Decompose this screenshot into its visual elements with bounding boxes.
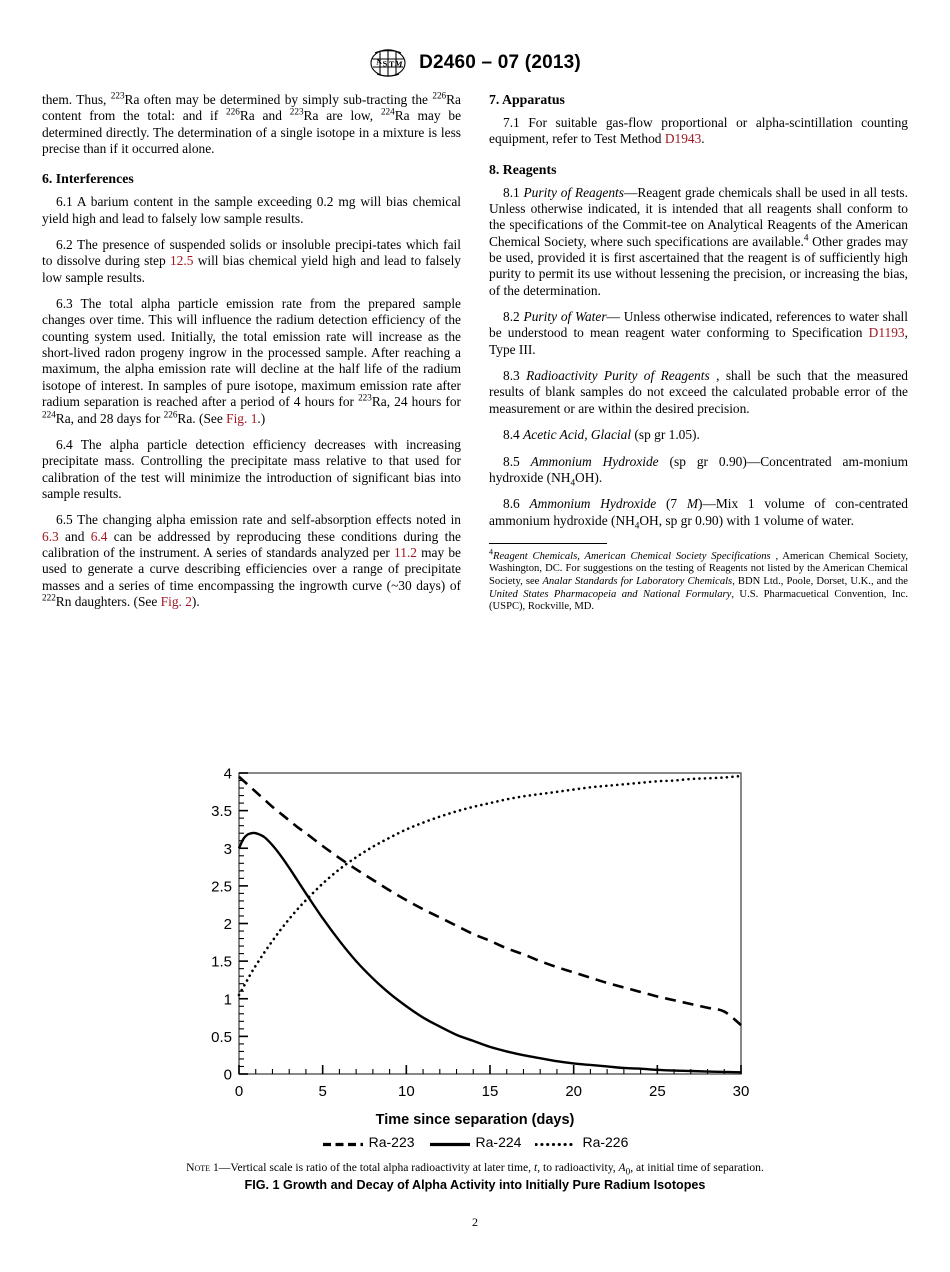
superscript: 224 <box>380 106 395 117</box>
term-italic: Radioactivity Purity of Reagents <box>526 368 717 384</box>
text-segment: Ra content from the total: and if <box>42 92 461 124</box>
footnote-title-italic: United States Pharmacopeia and National Formulary <box>489 588 732 600</box>
term-italic: Purity of Reagents <box>523 184 624 200</box>
right-column <box>489 92 908 614</box>
text-segment: Ra may be determined directly. The determination of a single isotope in a mixture is less precise than if it occurred alone. <box>42 108 462 157</box>
text-segment: Ra and <box>239 108 290 124</box>
paragraph-8-1 <box>489 185 908 299</box>
text-segment: (7 <box>656 496 687 512</box>
term-italic: Ammonium Hydroxide <box>529 496 657 512</box>
chart-legend <box>0 1134 950 1150</box>
figure-1 <box>0 762 950 1192</box>
footnote-title-italic: Analar Standards for Laboratory Chemicals <box>542 576 733 588</box>
paragraph-7-1 <box>489 115 908 148</box>
superscript: 222 <box>42 592 56 603</box>
text-segment: may be used to generate a curve describing efficiencies over a range of precipitate masses and a series of time encompassing the ingrowth curve (~30 days) of <box>42 544 461 593</box>
cross-reference-6-4[interactable]: 6.4 <box>90 528 108 544</box>
text-segment: , American Chemical Society, Washington, DC. For suggestions on the testing of Reagents not listed by the American Chemical Society, see <box>489 550 908 588</box>
text-segment: 8.2 <box>503 309 524 325</box>
svg-text:10: 10 <box>397 1083 415 1100</box>
section-heading-7: 7. Apparatus <box>489 92 565 107</box>
svg-text:20: 20 <box>565 1083 583 1100</box>
text-segment: will bias chemical yield high and lead to falsely low sample results. <box>42 253 461 285</box>
svg-text:15: 15 <box>481 1083 499 1100</box>
legend-entry-ra223 <box>322 1134 415 1150</box>
svg-text:30: 30 <box>732 1083 750 1100</box>
text-segment: .) <box>257 410 266 426</box>
text-segment: Ra, 24 hours for <box>371 394 462 410</box>
svg-text:1.5: 1.5 <box>211 953 232 971</box>
subscript: 4 <box>634 520 640 531</box>
text-segment: —Reagent grade chemicals shall be used in all tests. Unless otherwise indicated, it is intended that all reagents shall conform to the specifications of the Commit-tee on Analytical Reagents of the American Chemical Society, where such specifications are available. <box>489 184 908 249</box>
page-header <box>0 48 950 78</box>
svg-text:4: 4 <box>223 765 232 783</box>
text-segment: 6.5 The changing alpha emission rate and self-absorption effects noted in <box>56 512 461 528</box>
legend-label: Ra-223 <box>368 1134 415 1150</box>
text-segment: them. Thus, <box>42 92 111 107</box>
section-heading-8: 8. Reagents <box>489 161 557 177</box>
cross-reference-11-2[interactable]: 11.2 <box>394 544 417 560</box>
text-segment: Ra. (See <box>177 410 227 426</box>
text-segment: 7.1 For suitable gas-flow proportional or alpha-scintillation counting equipment, refer to Test Method <box>489 115 908 147</box>
text-segment: and <box>58 528 91 544</box>
text-segment: ). <box>191 593 200 609</box>
svg-text:0: 0 <box>234 1083 244 1100</box>
svg-text:3.5: 3.5 <box>211 803 232 821</box>
text-segment: — Unless otherwise indicated, references to water shall be understood to mean reagent water conforming to Specification <box>489 309 908 341</box>
text-segment: (sp gr 0.90)—Concentrated am-monium hydroxide (NH <box>489 453 908 485</box>
x-axis-title: Time since separation (days) <box>375 1112 575 1128</box>
svg-text:S: S <box>382 59 388 69</box>
document-designation: D2460 – 07 (2013) <box>419 52 581 73</box>
section-heading-6: 6. Interferences <box>42 171 134 187</box>
term-italic: M <box>686 496 699 512</box>
text-segment: 8.4 <box>503 427 524 443</box>
subscript: 4 <box>570 477 576 488</box>
svg-text:3: 3 <box>223 840 232 858</box>
paragraph-8-6 <box>489 496 908 529</box>
footnote-number: 4 <box>489 547 493 557</box>
footnote-divider <box>489 543 607 544</box>
svg-text:2: 2 <box>223 916 232 933</box>
term-italic: Acetic Acid, Glacial <box>523 427 632 443</box>
text-segment: 1—Vertical scale is ratio of the total alpha radioactivity at later time, <box>210 1161 534 1174</box>
text-segment: 8.3 <box>503 368 527 384</box>
paragraph-8-2 <box>489 309 908 358</box>
superscript: 224 <box>42 409 56 420</box>
body-columns <box>42 92 908 614</box>
text-segment: . <box>701 131 705 147</box>
cross-reference-d1943[interactable]: D1943 <box>664 131 702 147</box>
chart-container <box>195 762 755 1112</box>
text-segment: , shall be such that the measured results of blank samples do not exceed the calculated probable error of the measurement or are within the desired precision. <box>489 368 908 416</box>
legend-entry-ra226 <box>535 1134 628 1150</box>
legend-swatch-solid <box>429 1137 471 1148</box>
svg-text:T: T <box>389 59 395 69</box>
cross-reference-fig-2[interactable]: Fig. 2 <box>160 593 192 609</box>
svg-text:0.5: 0.5 <box>211 1028 232 1046</box>
text-segment: )—Mix 1 volume of con-centrated ammonium hydroxide (NH <box>489 496 908 528</box>
text-segment: (sp gr 1.05). <box>631 427 700 443</box>
text-segment: Ra are low, <box>303 108 381 124</box>
text-segment: Rn daughters. (See <box>55 593 161 609</box>
figure-note <box>0 1161 950 1175</box>
text-segment: OH, sp gr 0.90) with 1 volume of water. <box>639 512 854 528</box>
cross-reference-fig-1[interactable]: Fig. 1 <box>226 410 258 426</box>
term-italic: Purity of Water <box>523 309 607 325</box>
cross-reference-6-3[interactable]: 6.3 <box>42 528 59 544</box>
svg-text:1: 1 <box>223 991 232 1009</box>
text-segment: Ra often may be determined by simply sub-tracting the <box>124 92 433 107</box>
text-segment: 8.5 <box>503 453 531 469</box>
paragraph-6-3 <box>42 296 461 427</box>
footnote-4 <box>489 547 909 614</box>
text-segment: , to radioactivity, <box>537 1161 619 1174</box>
text-segment: 6.3 The total alpha particle emission rate from the prepared sample changes over time. This will influence the radium detection efficiency of the counting system used. Initially, the total emission rate will increase as the short-lived radon progeny ingrow in the processed sample. After reaching a maximum, the alpha emission rate will decline at the half life of the radium isotope of interest. In samples of pure isotope, maximum emission rate after radium separation is reached after a period of 4 hours for <box>42 296 461 410</box>
footnote-title-italic: Reagent Chemicals, American Chemical Society Specifications <box>493 550 771 562</box>
legend-swatch-dashed <box>322 1137 364 1148</box>
note-label: Note <box>186 1161 211 1174</box>
svg-text:A: A <box>374 56 383 67</box>
text-segment: 6.2 The presence of suspended solids or insoluble precipi-tates which fail to dissolve during step <box>42 237 461 269</box>
subscript: 0 <box>625 1166 631 1177</box>
series-line-ra-226 <box>239 776 741 995</box>
paragraph-6-1: 6.1 A barium content in the sample exceeding 0.2 mg will bias chemical yield high and lead to falsely low sample results. <box>42 194 461 226</box>
page-number: 2 <box>472 1215 478 1229</box>
legend-label: Ra-226 <box>582 1134 629 1150</box>
series-line-ra-224 <box>239 833 741 1072</box>
paragraph-8-3 <box>489 368 908 417</box>
paragraph-8-4 <box>489 427 908 443</box>
growth-decay-chart <box>195 762 755 1112</box>
text-segment: , BDN Ltd., Poole, Dorset, U.K., and the <box>732 576 909 588</box>
text-segment: , at initial time of separation. <box>630 1161 764 1174</box>
astm-logo-icon <box>369 48 407 78</box>
legend-swatch-dotted <box>535 1137 577 1148</box>
cross-reference-12-5[interactable]: 12.5 <box>169 253 194 269</box>
text-segment: OH). <box>575 469 603 485</box>
superscript: 223 <box>358 392 372 403</box>
paragraph-8-5 <box>489 454 908 487</box>
svg-text:5: 5 <box>318 1083 327 1100</box>
text-segment: 8.1 <box>503 184 524 200</box>
svg-text:2.5: 2.5 <box>211 878 232 896</box>
superscript: 226 <box>432 90 447 101</box>
superscript: 223 <box>289 106 304 117</box>
svg-text:M: M <box>394 58 404 69</box>
superscript: 226 <box>226 106 240 117</box>
figure-caption: FIG. 1 Growth and Decay of Alpha Activity into Initially Pure Radium Isotopes <box>244 1178 706 1192</box>
legend-entry-ra224 <box>429 1134 522 1150</box>
cross-reference-d1193[interactable]: D1193 <box>868 325 905 341</box>
paragraph-6-2 <box>42 237 461 286</box>
symbol-t: t <box>533 1161 538 1174</box>
left-column <box>42 92 461 614</box>
paragraph-continued <box>42 92 461 157</box>
text-segment: 8.6 <box>503 496 530 512</box>
superscript: 226 <box>163 409 178 420</box>
legend-label: Ra-224 <box>475 1134 522 1150</box>
svg-text:0: 0 <box>223 1066 232 1084</box>
superscript: 223 <box>110 90 125 101</box>
text-segment: can be addressed by reproducing these conditions during the calibration of the instrument. A series of standards analyzed per <box>42 528 461 560</box>
svg-text:25: 25 <box>648 1083 666 1100</box>
paragraph-6-4: 6.4 The alpha particle detection efficiency decreases with increasing precipitate mass. Controlling the precipitate mass relative to that used for calibration of the test will minimize the introduction of significant bias into sample results. <box>42 436 461 501</box>
paragraph-6-5 <box>42 512 461 610</box>
symbol-a: A <box>618 1161 626 1174</box>
footnote-marker[interactable]: 4 <box>803 232 809 243</box>
term-italic: Ammonium Hydroxide <box>530 453 659 469</box>
text-segment: Other grades may be used, provided it is first ascertained that the reagent is of sufficiently high purity to permit its use without lessening the precision, or increasing the bias, of the determination. <box>489 233 908 298</box>
text-segment: Ra, and 28 days for <box>55 410 164 426</box>
text-segment: , Type III. <box>489 325 908 357</box>
text-segment: , U.S. Pharmacuetical Convention, Inc. (USPC), Rockville, MD. <box>489 588 908 613</box>
series-line-ra-223 <box>239 777 741 1025</box>
